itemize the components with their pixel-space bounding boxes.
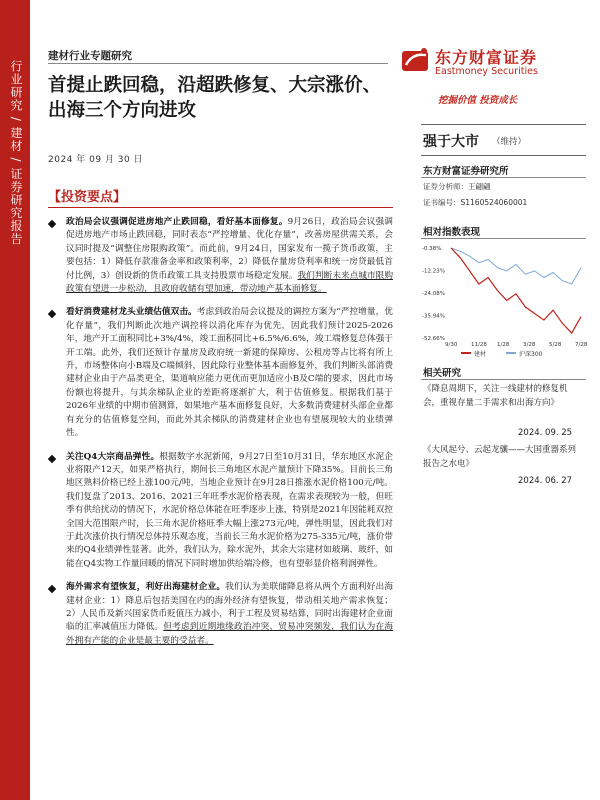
related-date: 2024. 06. 27 [518,476,573,486]
report-title: 首提止跌回稳，沿超跌修复、大宗涨价、出海三个方向进攻 [48,75,382,121]
rating-sub: （维持） [492,137,527,147]
eastmoney-logo-icon [400,45,432,75]
investment-title: 【投资要点】 [48,190,127,205]
side-strip [0,0,30,800]
y-tick-label: -12.23% [422,268,445,275]
perf-title: 相对指数表现 [423,227,481,238]
bullet-text: 我们认为美联储降息将从两个方面利好出海建材企业：1）降息后包括美国在内的海外经济有望恢复，带动相关地产需求恢复；2）人民币及新兴国家货币贬值压力减小，利于工程及贸易结算，同时出海建材企业面临的汇率减值压力降低。 [66,582,394,633]
bullet-diamond-icon [48,454,56,462]
license-number: 证书编号：S1160524060001 [423,198,528,207]
logo-name-cn: 东方财富证券 [435,48,538,67]
rating-divider-top [421,124,586,125]
bullet-diamond-icon [48,585,56,593]
legend-label-b: 沪深300 [519,351,543,358]
institute-divider [421,177,586,178]
header-divider [48,63,388,64]
bullet-text: 考虑到政治局会议提及的调控方案为“严控增量，优化存量”，我们判断此次地产调控将以消化库存为优先，因此我们预计2025-2026年，地产开工面积同比+3%/4%，竣工面积同比+6.5%/6.6%，竣工端修复总体强于开工端。此外，我们还预计存量房及政府统一新建的保障房、公租房等占比将有所上升，市场整体向小B端及C端倾斜，因此除行业整体基本面修复外，我们判断头部消费建材企业由于产品类更全，渠道响应能力更优而更加适应小B及C端的要求，因此市场份额也将提升，与其余梯队企业的差距将逐渐扩大，利于估值修复。根据我们基于2026年业绩的中期市值测算，如果地产基本面修复良好，大多数消费建材头部企业都有充分的估值修复空间，而此外其余梯队的消费建材企业也有望展现较大的业绩弹性。 [66,307,393,439]
related-date: 2024. 09. 25 [518,428,573,438]
legend-label-a: 建材 [474,351,487,358]
investment-divider [48,207,393,208]
slogan: 挖掘价值 投资成长 [438,95,518,106]
bullet-underline: 我们判断未来点城市限购政策有望进一步松动，且政府收储有望加速，带动地产基本面修复。 [66,270,394,295]
related-divider [421,379,586,380]
y-tick-label: -52.66% [422,336,445,342]
bullet-text: 根据数字水泥新闻，9月27日至10月31日，华东地区水泥企业将限产12天，如果严格执行，期间长三角地区水泥产量预计下降35%。目前长三角地区熟料价格已经上涨100元/吨，当地企业预计在9月28日推涨水泥价格100元/吨。我们复盘了2013、2016、2021三年旺季水泥价格表现，在需求表现较为一般，但旺季有供给扰动的情况下，水泥价格总体能在旺季逐步上涨，特别是2021年因能耗双控全国大范围限产时，长三角水泥价格旺季大幅上涨273元/吨，弹性明显，因此我们对于此次涨价执行情况总体持乐观态度，当前长三角水泥价格为275-335元/吨，涨价带来的Q4业绩弹性显著。此外，我们认为，除水泥外，其余大宗建材如玻璃、玻纤，如能在Q4实物工作量回暖的情况下同时增加供给端冷修，也有望彰显价格利润弹性。 [66,451,393,569]
bullet-lead: 关注Q4大宗商品弹性。 [66,451,160,462]
bullet-diamond-icon [48,310,56,318]
relative-performance-chart [421,240,586,362]
x-tick-label: 3/28 [523,342,536,348]
report-date: 2024 年 09 月 30 日 [48,155,144,165]
bullet-item [48,216,393,296]
rating-divider-bottom [421,155,586,156]
rating-main: 强于大市 [423,134,479,150]
series-line [451,248,581,333]
bullet-lead: 看好消费建材龙头业绩估值双击。 [66,307,197,318]
investment-bullets [48,216,393,658]
related-item[interactable]: 《降息周期下，关注一线建材的修复机会，重视存量二手需求和出海方向》 [423,384,568,408]
y-tick-label: -0.38% [422,246,442,252]
x-tick-label: 5/28 [549,342,562,348]
analyst: 证券分析师：王翩翩 [423,182,491,191]
bullet-text: 9月26日，政治局会议强调促进房地产市场止跌回稳，同时表态“严控增量、优化存量”，改善房屋供需关系，会议同时提及“调整住房限购政策”。而此前，9月24日，国家发布一揽子货币政策，主要包括：1）降低存款准备金率和政策利率，2）降低存量房贷利率和统一房贷最低首付比例，3）创设新的货币政策工具支持股票市场稳定发展。 [66,217,393,281]
bullet-item [48,581,393,648]
logo-name-en: Eastmoney Securities [435,66,538,77]
bullet-item [48,451,393,572]
series-line [451,248,581,284]
related-item[interactable]: 《大风起兮、云起龙骧——大国重器系列报告之水电》 [423,445,577,469]
bullet-lead: 海外需求有望恢复，利好出海建材企业。 [66,582,226,593]
y-tick-label: -35.94% [422,313,445,320]
x-tick-label: 11/28 [471,342,487,348]
y-tick-label: -24.08% [422,291,445,297]
related-title: 相关研究 [423,368,462,379]
bullet-item [48,306,393,440]
bullet-lead: 政治局会议强调促进房地产止跌回稳，看好基本面修复。 [66,217,288,227]
x-tick-label: 9/30 [445,342,458,348]
report-type: 建材行业专题研究 [48,50,132,62]
institute-name: 东方财富证券研究所 [423,166,509,177]
bullet-diamond-icon [48,220,56,228]
x-tick-label: 7/28 [575,342,588,348]
x-tick-label: 1/28 [497,342,510,348]
side-strip-label: 行业研究 / 建材 / 证券研究报告 [9,60,23,246]
perf-divider [421,238,586,239]
bullet-underline: 但考虑到近期地缘政治冲突、贸易冲突频发，我们认为在海外拥有产能的企业是最主要的受益者。 [66,622,394,646]
